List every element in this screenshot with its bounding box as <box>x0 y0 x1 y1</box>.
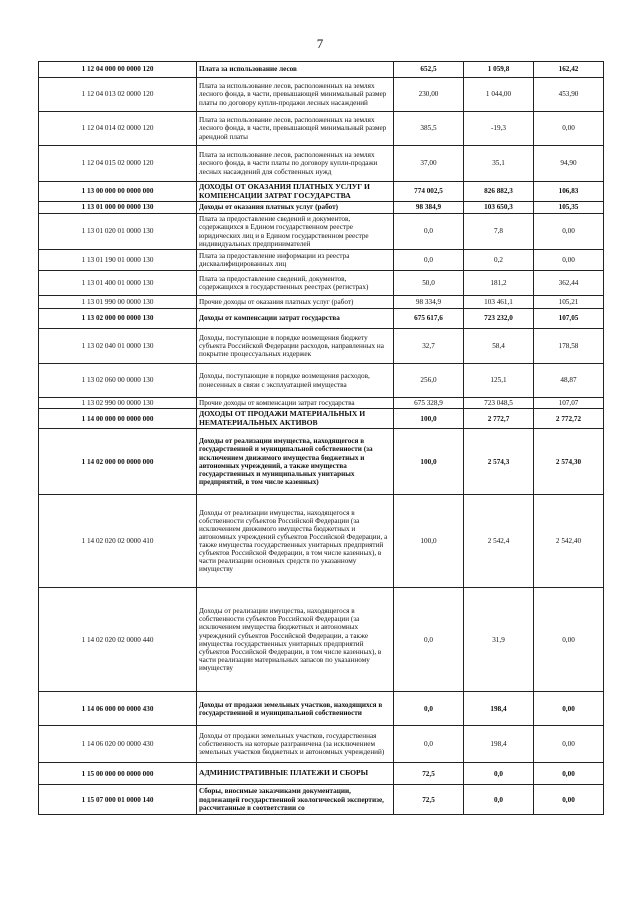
table-row <box>39 588 604 692</box>
table-row <box>39 146 604 182</box>
plan-value-cell: 72,5 <box>394 785 464 815</box>
table-row <box>39 785 604 815</box>
plan-value-cell: 100,0 <box>394 409 464 429</box>
revenue-name-cell: Прочие доходы от оказания платных услуг (работ) <box>197 296 394 309</box>
table-row <box>39 398 604 409</box>
actual-value-cell: 723 048,5 <box>464 398 534 409</box>
budget-code-cell: 1 14 02 000 00 0000 000 <box>39 429 197 495</box>
budget-code-cell: 1 13 00 000 00 0000 000 <box>39 182 197 202</box>
plan-value-cell: 0,0 <box>394 588 464 692</box>
table-row <box>39 495 604 588</box>
revenue-name-cell: ДОХОДЫ ОТ ПРОДАЖИ МАТЕРИАЛЬНЫХ И НЕМАТЕРИАЛЬНЫХ АКТИВОВ <box>197 409 394 429</box>
actual-value-cell: 0,2 <box>464 250 534 271</box>
actual-value-cell: 103 461,1 <box>464 296 534 309</box>
plan-value-cell: 675 328,9 <box>394 398 464 409</box>
plan-value-cell: 32,7 <box>394 329 464 364</box>
budget-code-cell: 1 12 04 000 00 0000 120 <box>39 62 197 78</box>
plan-value-cell: 652,5 <box>394 62 464 78</box>
actual-value-cell: 7,8 <box>464 214 534 250</box>
revenue-name-cell: Плата за использование лесов <box>197 62 394 78</box>
budget-code-cell: 1 13 01 020 01 0000 130 <box>39 214 197 250</box>
actual-value-cell: 2 574,3 <box>464 429 534 495</box>
revenue-name-cell: Плата за использование лесов, расположенных на землях лесного фонда, в части, превышающей минимальный размер платы по договору купли-продажи лесных насаждений <box>197 78 394 112</box>
page-number: 7 <box>316 36 324 51</box>
table-row <box>39 329 604 364</box>
plan-value-cell: 98 384,9 <box>394 202 464 214</box>
table-row <box>39 112 604 146</box>
budget-code-cell: 1 14 02 020 02 0000 410 <box>39 495 197 588</box>
actual-value-cell: 103 650,3 <box>464 202 534 214</box>
plan-value-cell: 675 617,6 <box>394 309 464 329</box>
revenue-name-cell: Сборы, вносимые заказчиками документации, подлежащей государственной экологической экспертизе, рассчитанные в соответствии со <box>197 785 394 815</box>
revenue-name-cell: Плата за предоставление сведений и документов, содержащихся в Едином государственном реестре юридических лиц и в Едином государственном реестре индивидуальных предпринимателей <box>197 214 394 250</box>
actual-value-cell: 125,1 <box>464 364 534 398</box>
actual-value-cell: 826 882,3 <box>464 182 534 202</box>
percent-cell: 94,90 <box>534 146 604 182</box>
percent-cell: 362,44 <box>534 271 604 296</box>
percent-cell: 2 542,40 <box>534 495 604 588</box>
plan-value-cell: 385,5 <box>394 112 464 146</box>
budget-code-cell: 1 13 01 400 01 0000 130 <box>39 271 197 296</box>
actual-value-cell: 198,4 <box>464 726 534 763</box>
plan-value-cell: 0,0 <box>394 214 464 250</box>
budget-code-cell: 1 13 01 990 00 0000 130 <box>39 296 197 309</box>
budget-code-cell: 1 12 04 015 02 0000 120 <box>39 146 197 182</box>
plan-value-cell: 100,0 <box>394 495 464 588</box>
table-row <box>39 271 604 296</box>
budget-code-cell: 1 13 02 000 00 0000 130 <box>39 309 197 329</box>
budget-code-cell: 1 14 06 000 00 0000 430 <box>39 692 197 726</box>
plan-value-cell: 0,0 <box>394 726 464 763</box>
table-row <box>39 429 604 495</box>
table-row <box>39 182 604 202</box>
revenue-name-cell: Плата за предоставление информации из реестра дисквалифицированных лиц <box>197 250 394 271</box>
percent-cell: 107,07 <box>534 398 604 409</box>
percent-cell: 105,21 <box>534 296 604 309</box>
percent-cell: 0,00 <box>534 692 604 726</box>
revenue-name-cell: Плата за предоставление сведений, документов, содержащихся в государственных реестрах (регистрах) <box>197 271 394 296</box>
revenue-name-cell: Плата за использование лесов, расположенных на землях лесного фонда, в части платы по договору купли-продажи лесных насаждений для собственных нужд <box>197 146 394 182</box>
table-row <box>39 78 604 112</box>
revenue-name-cell: Доходы от оказания платных услуг (работ) <box>197 202 394 214</box>
percent-cell: 0,00 <box>534 250 604 271</box>
revenue-name-cell: Доходы от реализации имущества, находящегося в государственной и муниципальной собственности (за исключением движимого имущества бюджетных и автономных учреждений, а также имущества государственных и муниципальных унитарных предприятий, в том числе казенных) <box>197 429 394 495</box>
percent-cell: 0,00 <box>534 588 604 692</box>
actual-value-cell: 1 044,00 <box>464 78 534 112</box>
table-row <box>39 692 604 726</box>
actual-value-cell: 0,0 <box>464 763 534 785</box>
percent-cell: 453,90 <box>534 78 604 112</box>
percent-cell: 0,00 <box>534 726 604 763</box>
revenue-name-cell: Прочие доходы от компенсации затрат государства <box>197 398 394 409</box>
budget-code-cell: 1 13 02 990 00 0000 130 <box>39 398 197 409</box>
table-row <box>39 202 604 214</box>
actual-value-cell: 2 772,7 <box>464 409 534 429</box>
percent-cell: 178,58 <box>534 329 604 364</box>
budget-code-cell: 1 13 01 000 00 0000 130 <box>39 202 197 214</box>
actual-value-cell: 2 542,4 <box>464 495 534 588</box>
revenue-name-cell: Плата за использование лесов, расположенных на землях лесного фонда, в части, превышающей минимальный размер арендной платы <box>197 112 394 146</box>
actual-value-cell: 181,2 <box>464 271 534 296</box>
revenue-name-cell: Доходы от реализации имущества, находящегося в собственности субъектов Российской Федерации (за исключением движимого имущества бюджетных и автономных учреждений субъектов Российской Федерации, а также имущества государственных унитарных предприятий субъектов Российской Федерации, в том числе казенных), в части реализации основных средств по указанному имуществу <box>197 495 394 588</box>
plan-value-cell: 37,00 <box>394 146 464 182</box>
budget-code-cell: 1 14 02 020 02 0000 440 <box>39 588 197 692</box>
actual-value-cell: 723 232,0 <box>464 309 534 329</box>
table-row <box>39 250 604 271</box>
budget-code-cell: 1 12 04 013 02 0000 120 <box>39 78 197 112</box>
actual-value-cell: 1 059,8 <box>464 62 534 78</box>
revenue-name-cell: Доходы, поступающие в порядке возмещения расходов, понесенных в связи с эксплуатацией имущества <box>197 364 394 398</box>
revenue-name-cell: Доходы от продажи земельных участков, государственная собственность на которые разграничена (за исключением земельных участков бюджетных и автономных учреждений) <box>197 726 394 763</box>
table-row <box>39 726 604 763</box>
revenue-table <box>38 61 604 815</box>
percent-cell: 107,05 <box>534 309 604 329</box>
plan-value-cell: 72,5 <box>394 763 464 785</box>
revenue-name-cell: Доходы, поступающие в порядке возмещения бюджету субъекта Российской Федерации расходов, направленных на покрытие процессуальных издержек <box>197 329 394 364</box>
budget-code-cell: 1 13 02 060 00 0000 130 <box>39 364 197 398</box>
table-row <box>39 763 604 785</box>
table-row <box>39 62 604 78</box>
table-row <box>39 409 604 429</box>
budget-code-cell: 1 15 07 000 01 0000 140 <box>39 785 197 815</box>
actual-value-cell: 35,1 <box>464 146 534 182</box>
budget-code-cell: 1 15 00 000 00 0000 000 <box>39 763 197 785</box>
percent-cell: 105,35 <box>534 202 604 214</box>
percent-cell: 162,42 <box>534 62 604 78</box>
table-row <box>39 214 604 250</box>
table-row <box>39 309 604 329</box>
revenue-name-cell: ДОХОДЫ ОТ ОКАЗАНИЯ ПЛАТНЫХ УСЛУГ И КОМПЕНСАЦИИ ЗАТРАТ ГОСУДАРСТВА <box>197 182 394 202</box>
plan-value-cell: 0,0 <box>394 692 464 726</box>
table-row <box>39 364 604 398</box>
budget-code-cell: 1 12 04 014 02 0000 120 <box>39 112 197 146</box>
revenue-table-body <box>39 62 604 815</box>
budget-code-cell: 1 13 01 190 01 0000 130 <box>39 250 197 271</box>
revenue-name-cell: АДМИНИСТРАТИВНЫЕ ПЛАТЕЖИ И СБОРЫ <box>197 763 394 785</box>
budget-code-cell: 1 14 06 020 00 0000 430 <box>39 726 197 763</box>
revenue-name-cell: Доходы от продажи земельных участков, находящихся в государственной и муниципальной собственности <box>197 692 394 726</box>
plan-value-cell: 230,00 <box>394 78 464 112</box>
actual-value-cell: 58,4 <box>464 329 534 364</box>
actual-value-cell: -19,3 <box>464 112 534 146</box>
percent-cell: 2 574,30 <box>534 429 604 495</box>
percent-cell: 106,83 <box>534 182 604 202</box>
table-row <box>39 296 604 309</box>
budget-code-cell: 1 14 00 000 00 0000 000 <box>39 409 197 429</box>
budget-code-cell: 1 13 02 040 01 0000 130 <box>39 329 197 364</box>
revenue-name-cell: Доходы от компенсации затрат государства <box>197 309 394 329</box>
percent-cell: 0,00 <box>534 763 604 785</box>
plan-value-cell: 100,0 <box>394 429 464 495</box>
percent-cell: 48,87 <box>534 364 604 398</box>
percent-cell: 0,00 <box>534 112 604 146</box>
actual-value-cell: 31,9 <box>464 588 534 692</box>
plan-value-cell: 256,0 <box>394 364 464 398</box>
plan-value-cell: 98 334,9 <box>394 296 464 309</box>
plan-value-cell: 774 002,5 <box>394 182 464 202</box>
actual-value-cell: 198,4 <box>464 692 534 726</box>
percent-cell: 0,00 <box>534 214 604 250</box>
plan-value-cell: 0,0 <box>394 250 464 271</box>
percent-cell: 2 772,72 <box>534 409 604 429</box>
actual-value-cell: 0,0 <box>464 785 534 815</box>
percent-cell: 0,00 <box>534 785 604 815</box>
revenue-name-cell: Доходы от реализации имущества, находящегося в собственности субъектов Российской Федерации (за исключением имущества бюджетных и автономных учреждений субъектов Российской Федерации, а также имущества государственных унитарных предприятий субъектов Российской Федерации, в том числе казенных), в части реализации материальных запасов по указанному имуществу <box>197 588 394 692</box>
plan-value-cell: 50,0 <box>394 271 464 296</box>
